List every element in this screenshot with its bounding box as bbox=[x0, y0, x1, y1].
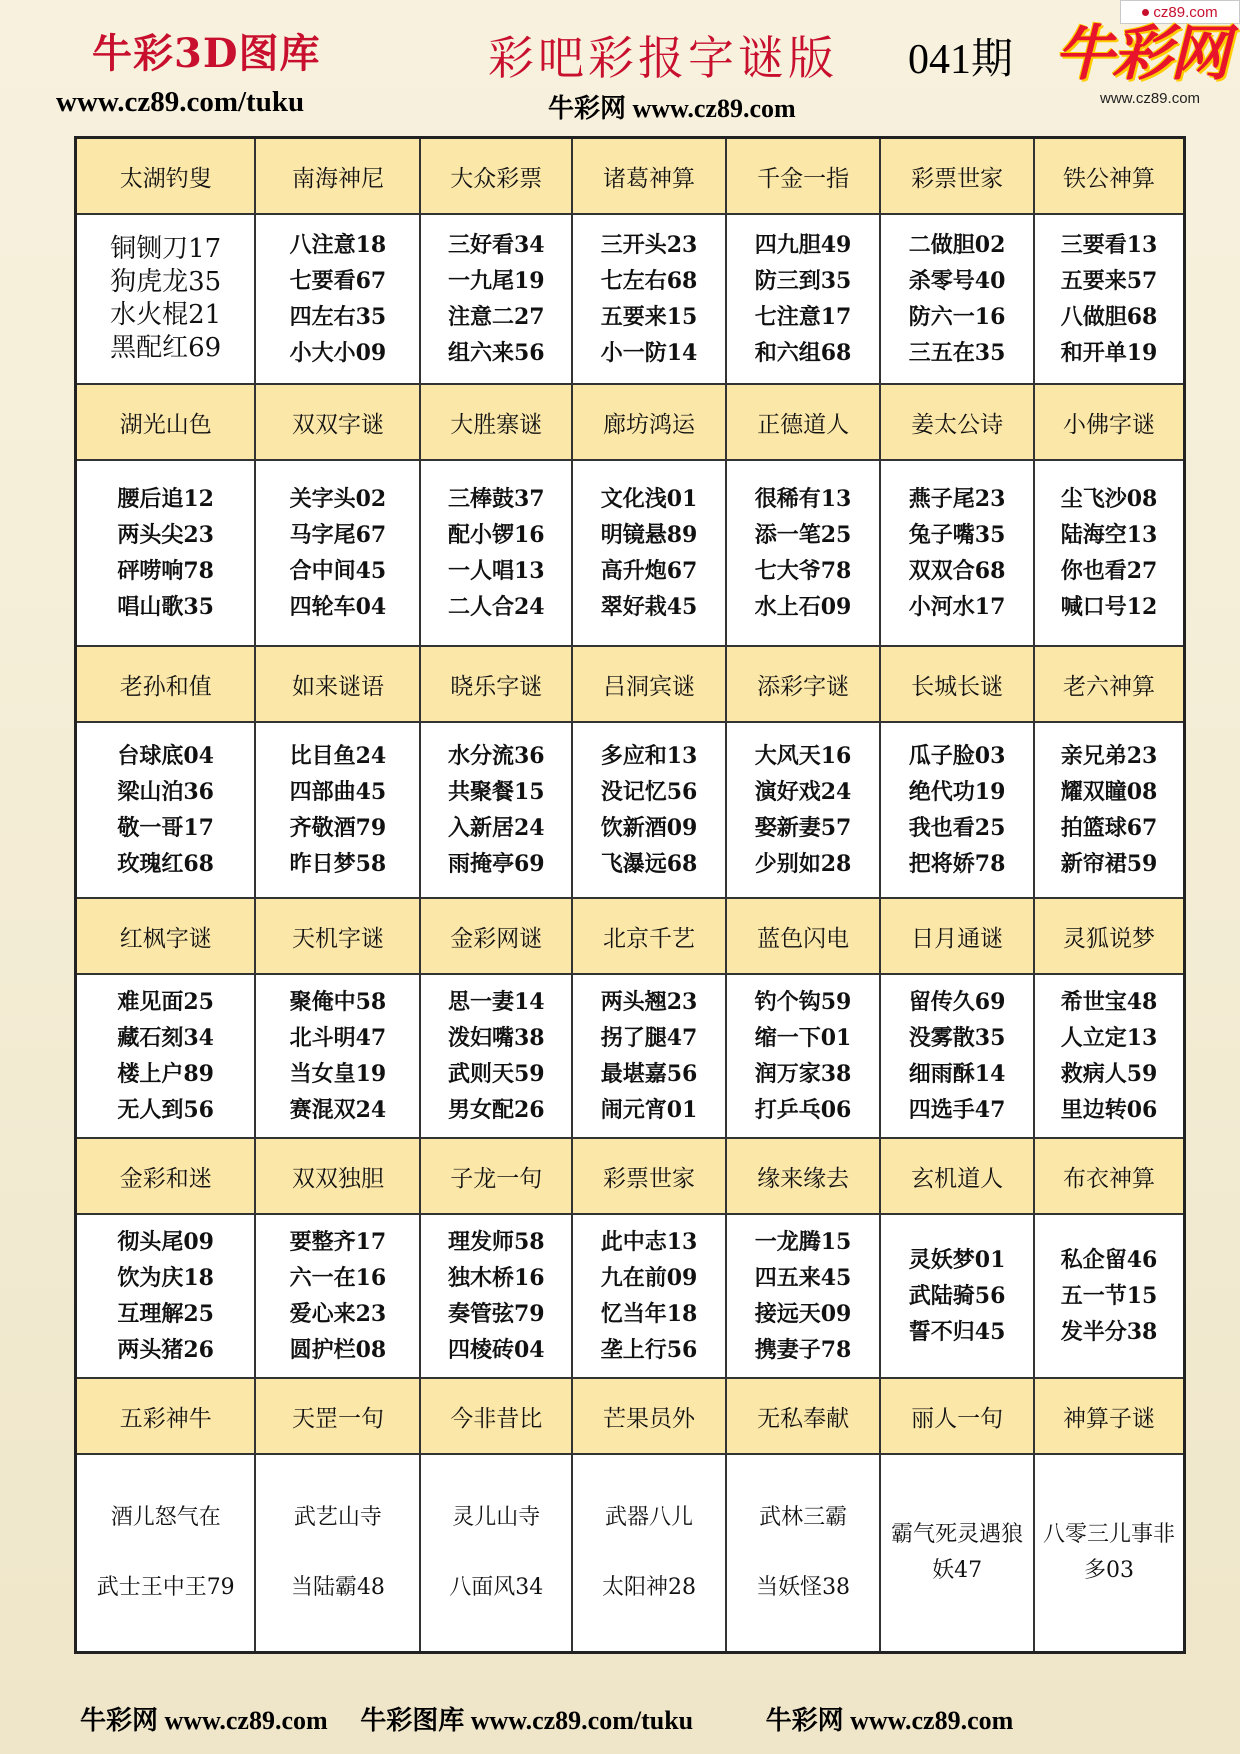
riddle-line: 黑配红69 bbox=[110, 333, 222, 363]
corner-tag-text: cz89.com bbox=[1153, 3, 1218, 21]
riddle-cell bbox=[572, 1214, 726, 1378]
source-name-cell: 双双字谜 bbox=[255, 384, 420, 460]
riddle-cell bbox=[880, 214, 1034, 384]
riddle-line: 泼妇嘴38 bbox=[447, 1025, 545, 1051]
riddle-line: 明镜悬89 bbox=[600, 522, 698, 548]
riddle-line: 瓜子脸03 bbox=[908, 743, 1006, 769]
riddle-line: 圆护栏08 bbox=[289, 1337, 387, 1363]
riddle-cell bbox=[1034, 460, 1184, 646]
source-name-cell: 子龙一句 bbox=[420, 1138, 572, 1214]
riddle-line: 玫瑰红68 bbox=[117, 851, 214, 877]
riddle-line: 武艺山寺 bbox=[293, 1504, 382, 1530]
riddle-line: 霸气死灵遇狼 bbox=[891, 1521, 1024, 1547]
riddle-line: 双双合68 bbox=[908, 558, 1006, 584]
riddle-line: 娶新妻57 bbox=[754, 815, 852, 841]
riddle-cell bbox=[255, 722, 420, 898]
riddle-line: 九在前09 bbox=[600, 1265, 698, 1291]
source-name-cell: 廊坊鸿运 bbox=[572, 384, 726, 460]
riddle-line: 演好戏24 bbox=[754, 779, 852, 805]
source-name-cell: 日月通谜 bbox=[880, 898, 1034, 974]
riddle-line: 配小锣16 bbox=[447, 522, 545, 548]
source-name-cell: 诸葛神算 bbox=[572, 138, 726, 215]
site-url[interactable]: 牛彩网 www.cz89.com bbox=[548, 94, 796, 123]
riddle-cell bbox=[726, 214, 880, 384]
riddle-cell bbox=[572, 974, 726, 1138]
riddle-cell bbox=[76, 722, 256, 898]
riddle-line: 入新居24 bbox=[447, 815, 545, 841]
riddle-cell bbox=[880, 1214, 1034, 1378]
riddle-cell bbox=[255, 1214, 420, 1378]
source-name-cell: 如来谜语 bbox=[255, 646, 420, 722]
riddle-line: 你也看27 bbox=[1060, 558, 1158, 584]
riddle-line: 小一防14 bbox=[600, 340, 698, 366]
riddle-line: 三好看34 bbox=[447, 232, 545, 258]
riddle-line: 高升炮67 bbox=[600, 558, 698, 584]
riddle-line: 三棒鼓37 bbox=[447, 486, 545, 512]
riddle-line: 钓个钩59 bbox=[754, 989, 852, 1015]
riddle-line: 多应和13 bbox=[600, 743, 698, 769]
riddle-line: 要整齐17 bbox=[289, 1229, 387, 1255]
source-name-cell: 正德道人 bbox=[726, 384, 880, 460]
source-name-cell: 长城长谜 bbox=[880, 646, 1034, 722]
source-name-cell: 布衣神算 bbox=[1034, 1138, 1184, 1214]
header-row bbox=[76, 384, 1185, 460]
site-logo bbox=[1048, 3, 1228, 107]
logo-url: www.cz89.com bbox=[1100, 90, 1201, 107]
riddle-line: 大风天16 bbox=[754, 743, 852, 769]
riddle-line: 妖47 bbox=[932, 1557, 983, 1583]
riddle-cell bbox=[726, 460, 880, 646]
source-name-cell: 金彩和迷 bbox=[76, 1138, 256, 1214]
riddle-row bbox=[76, 214, 1185, 384]
source-name-cell: 无私奉献 bbox=[726, 1378, 880, 1454]
riddle-row bbox=[76, 1214, 1185, 1378]
riddle-line: 携妻子78 bbox=[754, 1337, 852, 1363]
riddle-row bbox=[76, 974, 1185, 1138]
riddle-cell bbox=[420, 722, 572, 898]
riddle-line: 最堪嘉56 bbox=[600, 1061, 698, 1087]
riddle-cell bbox=[1034, 722, 1184, 898]
riddle-line: 润万家38 bbox=[754, 1061, 852, 1087]
riddle-line: 五要来15 bbox=[600, 304, 698, 330]
riddle-cell bbox=[726, 1454, 880, 1652]
source-name-cell: 缘来缘去 bbox=[726, 1138, 880, 1214]
riddle-line: 八零三儿事非 bbox=[1043, 1521, 1176, 1547]
riddle-cell bbox=[726, 722, 880, 898]
riddle-cell bbox=[572, 460, 726, 646]
riddle-cell bbox=[1034, 1454, 1184, 1652]
riddle-line: 爱心来23 bbox=[289, 1301, 387, 1327]
source-name-cell: 大众彩票 bbox=[420, 138, 572, 215]
riddle-line: 北斗明47 bbox=[289, 1025, 387, 1051]
source-name-cell: 蓝色闪电 bbox=[726, 898, 880, 974]
riddle-line: 拐了腿47 bbox=[600, 1025, 698, 1051]
riddle-line: 接远天09 bbox=[754, 1301, 852, 1327]
riddle-cell bbox=[420, 214, 572, 384]
riddle-cell bbox=[572, 722, 726, 898]
riddle-cell bbox=[76, 974, 256, 1138]
riddle-line: 二人合24 bbox=[447, 594, 545, 620]
riddle-line: 武林三霸 bbox=[759, 1504, 848, 1530]
riddle-line: 五要来57 bbox=[1060, 268, 1158, 294]
riddle-line: 拍篮球67 bbox=[1060, 815, 1158, 841]
riddle-line: 灵儿山寺 bbox=[452, 1504, 541, 1530]
riddle-line: 一龙腾15 bbox=[754, 1229, 852, 1255]
riddle-row bbox=[76, 460, 1185, 646]
riddle-line: 齐敬酒79 bbox=[289, 815, 387, 841]
riddle-line: 把将娇78 bbox=[908, 851, 1006, 877]
riddle-cell bbox=[420, 460, 572, 646]
riddle-line: 理发师58 bbox=[447, 1229, 545, 1255]
riddle-line: 翠好栽45 bbox=[600, 594, 698, 620]
riddle-cell bbox=[880, 460, 1034, 646]
riddle-cell bbox=[1034, 214, 1184, 384]
riddle-table-wrapper bbox=[74, 136, 1186, 1654]
riddle-line: 两头猪26 bbox=[117, 1337, 214, 1363]
footer bbox=[80, 1700, 1039, 1737]
riddle-line: 杀零号40 bbox=[908, 268, 1006, 294]
riddle-line: 里边转06 bbox=[1060, 1097, 1158, 1123]
riddle-line: 藏石刻34 bbox=[117, 1025, 214, 1051]
riddle-line: 亲兄弟23 bbox=[1060, 743, 1158, 769]
riddle-line: 马字尾67 bbox=[289, 522, 387, 548]
riddle-line: 彻头尾09 bbox=[117, 1229, 214, 1255]
riddle-line: 细雨酥14 bbox=[908, 1061, 1006, 1087]
riddle-line: 敬一哥17 bbox=[117, 815, 214, 841]
riddle-line: 防六一16 bbox=[908, 304, 1006, 330]
riddle-line: 太阳神28 bbox=[602, 1574, 697, 1600]
riddle-line: 五一节15 bbox=[1060, 1283, 1158, 1309]
source-name-cell: 五彩神牛 bbox=[76, 1378, 256, 1454]
riddle-cell bbox=[255, 214, 420, 384]
riddle-cell bbox=[255, 460, 420, 646]
riddle-cell bbox=[572, 1454, 726, 1652]
riddle-cell bbox=[880, 1454, 1034, 1652]
riddle-line: 三五在35 bbox=[908, 340, 1006, 366]
riddle-line: 少别如28 bbox=[754, 851, 852, 877]
riddle-line: 兔子嘴35 bbox=[908, 522, 1006, 548]
header-row bbox=[76, 138, 1185, 215]
source-name-cell: 金彩网谜 bbox=[420, 898, 572, 974]
riddle-line: 小大小09 bbox=[289, 340, 387, 366]
riddle-line: 留传久69 bbox=[908, 989, 1006, 1015]
source-name-cell: 千金一指 bbox=[726, 138, 880, 215]
riddle-line: 思一妻14 bbox=[447, 989, 545, 1015]
riddle-line: 狗虎龙35 bbox=[110, 267, 222, 297]
riddle-line: 武陆骑56 bbox=[908, 1283, 1006, 1309]
riddle-row bbox=[76, 1454, 1185, 1652]
riddle-line: 没记忆56 bbox=[600, 779, 698, 805]
riddle-line: 难见面25 bbox=[117, 989, 214, 1015]
riddle-line: 梁山泊36 bbox=[117, 779, 214, 805]
footer-link[interactable]: 牛彩网 www.cz89.com bbox=[765, 1706, 1014, 1735]
riddle-line: 注意二27 bbox=[447, 304, 545, 330]
riddle-line: 多03 bbox=[1084, 1557, 1135, 1583]
riddle-cell bbox=[76, 1214, 256, 1378]
source-name-cell: 姜太公诗 bbox=[880, 384, 1034, 460]
riddle-line: 和六组68 bbox=[754, 340, 852, 366]
source-name-cell: 晓乐字谜 bbox=[420, 646, 572, 722]
issue-number: 041期 bbox=[908, 37, 1014, 83]
source-name-cell: 大胜寨谜 bbox=[420, 384, 572, 460]
riddle-line: 发半分38 bbox=[1060, 1319, 1158, 1345]
riddle-line: 三开头23 bbox=[600, 232, 698, 258]
riddle-line: 酒儿怒气在 bbox=[110, 1504, 221, 1530]
riddle-line: 陆海空13 bbox=[1060, 522, 1158, 548]
riddle-cell bbox=[76, 1454, 256, 1652]
riddle-cell bbox=[726, 1214, 880, 1378]
source-name-cell: 神算子谜 bbox=[1034, 1378, 1184, 1454]
riddle-line: 武士王中王79 bbox=[96, 1574, 235, 1600]
riddle-line: 两头翘23 bbox=[600, 989, 698, 1015]
riddle-line: 没雾散35 bbox=[908, 1025, 1006, 1051]
source-name-cell: 太湖钓叟 bbox=[76, 138, 256, 215]
riddle-line: 水上石09 bbox=[754, 594, 852, 620]
riddle-line: 合中间45 bbox=[289, 558, 387, 584]
source-name-cell: 添彩字谜 bbox=[726, 646, 880, 722]
riddle-line: 武则天59 bbox=[447, 1061, 545, 1087]
brand-url[interactable]: www.cz89.com/tuku bbox=[56, 86, 305, 118]
riddle-line: 四选手47 bbox=[908, 1097, 1006, 1123]
riddle-cell bbox=[76, 460, 256, 646]
riddle-line: 六一在16 bbox=[289, 1265, 387, 1291]
riddle-line: 砰唠响78 bbox=[117, 558, 214, 584]
riddle-line: 水分流36 bbox=[447, 743, 545, 769]
riddle-cell bbox=[255, 1454, 420, 1652]
riddle-line: 和开单19 bbox=[1060, 340, 1158, 366]
riddle-line: 武器八儿 bbox=[605, 1504, 694, 1530]
riddle-line: 八做胆68 bbox=[1060, 304, 1158, 330]
riddle-line: 新帘裙59 bbox=[1060, 851, 1158, 877]
riddle-line: 当女皇19 bbox=[289, 1061, 387, 1087]
riddle-line: 闹元宵01 bbox=[600, 1097, 698, 1123]
source-name-cell: 天罡一句 bbox=[255, 1378, 420, 1454]
riddle-line: 水火棍21 bbox=[110, 300, 222, 330]
riddle-line: 救病人59 bbox=[1060, 1061, 1158, 1087]
riddle-line: 此中志13 bbox=[600, 1229, 698, 1255]
riddle-line: 七左右68 bbox=[600, 268, 698, 294]
source-name-cell: 今非昔比 bbox=[420, 1378, 572, 1454]
riddle-cell bbox=[420, 974, 572, 1138]
riddle-cell bbox=[420, 1214, 572, 1378]
riddle-line: 人立定13 bbox=[1060, 1025, 1158, 1051]
riddle-cell bbox=[1034, 974, 1184, 1138]
source-name-cell: 芒果员外 bbox=[572, 1378, 726, 1454]
riddle-line: 独木桥16 bbox=[447, 1265, 545, 1291]
source-name-cell: 铁公神算 bbox=[1034, 138, 1184, 215]
riddle-line: 互理解25 bbox=[117, 1301, 214, 1327]
riddle-cell bbox=[255, 974, 420, 1138]
riddle-line: 四九胆49 bbox=[754, 232, 852, 258]
riddle-line: 唱山歌35 bbox=[117, 594, 214, 620]
riddle-line: 七注意17 bbox=[754, 304, 852, 330]
riddle-line: 七大爷78 bbox=[754, 558, 852, 584]
riddle-line: 三要看13 bbox=[1060, 232, 1158, 258]
riddle-line: 四轮车04 bbox=[289, 594, 387, 620]
riddle-line: 昨日梦58 bbox=[289, 851, 387, 877]
source-name-cell: 湖光山色 bbox=[76, 384, 256, 460]
riddle-line: 奏管弦79 bbox=[447, 1301, 545, 1327]
source-name-cell: 丽人一句 bbox=[880, 1378, 1034, 1454]
header-row bbox=[76, 898, 1185, 974]
source-name-cell: 小佛字谜 bbox=[1034, 384, 1184, 460]
riddle-line: 希世宝48 bbox=[1060, 989, 1158, 1015]
riddle-line: 添一笔25 bbox=[754, 522, 852, 548]
riddle-line: 雨掩亭69 bbox=[447, 851, 545, 877]
riddle-line: 飞瀑远68 bbox=[600, 851, 698, 877]
riddle-line: 我也看25 bbox=[908, 815, 1006, 841]
riddle-line: 七要看67 bbox=[289, 268, 387, 294]
source-name-cell: 老六神算 bbox=[1034, 646, 1184, 722]
riddle-cell bbox=[1034, 1214, 1184, 1378]
riddle-line: 私企留46 bbox=[1060, 1247, 1158, 1273]
riddle-line: 燕子尾23 bbox=[908, 486, 1006, 512]
riddle-line: 很稀有13 bbox=[754, 486, 852, 512]
riddle-line: 四左右35 bbox=[289, 304, 387, 330]
riddle-line: 当陆霸48 bbox=[290, 1574, 385, 1600]
riddle-line: 共聚餐15 bbox=[447, 779, 545, 805]
source-name-cell: 灵狐说梦 bbox=[1034, 898, 1184, 974]
riddle-line: 垄上行56 bbox=[600, 1337, 698, 1363]
riddle-table-body bbox=[76, 138, 1185, 1653]
header-row bbox=[76, 646, 1185, 722]
riddle-line: 赛混双24 bbox=[289, 1097, 387, 1123]
riddle-cell bbox=[420, 1454, 572, 1652]
riddle-line: 饮新酒09 bbox=[600, 815, 698, 841]
riddle-line: 关字头02 bbox=[289, 486, 387, 512]
riddle-line: 誓不归45 bbox=[908, 1319, 1006, 1345]
source-name-cell: 老孙和值 bbox=[76, 646, 256, 722]
riddle-line: 无人到56 bbox=[117, 1097, 214, 1123]
riddle-line: 文化浅01 bbox=[600, 486, 698, 512]
riddle-row bbox=[76, 722, 1185, 898]
source-name-cell: 彩票世家 bbox=[880, 138, 1034, 215]
riddle-line: 尘飞沙08 bbox=[1060, 486, 1158, 512]
riddle-line: 两头尖23 bbox=[117, 522, 214, 548]
riddle-line: 八面风34 bbox=[449, 1574, 544, 1600]
riddle-line: 楼上户89 bbox=[117, 1061, 214, 1087]
riddle-line: 忆当年18 bbox=[600, 1301, 698, 1327]
riddle-line: 比目鱼24 bbox=[289, 743, 387, 769]
riddle-cell bbox=[76, 214, 256, 384]
riddle-line: 四棱砖04 bbox=[447, 1337, 545, 1363]
source-name-cell: 北京千艺 bbox=[572, 898, 726, 974]
riddle-line: 缩一下01 bbox=[754, 1025, 852, 1051]
riddle-line: 四五来45 bbox=[754, 1265, 852, 1291]
riddle-line: 聚俺中58 bbox=[289, 989, 387, 1015]
source-name-cell: 天机字谜 bbox=[255, 898, 420, 974]
footer-link[interactable]: 牛彩图库 www.cz89.com/tuku bbox=[360, 1706, 694, 1735]
source-name-cell: 南海神尼 bbox=[255, 138, 420, 215]
riddle-line: 台球底04 bbox=[117, 743, 214, 769]
source-name-cell: 双双独胆 bbox=[255, 1138, 420, 1214]
riddle-cell bbox=[880, 974, 1034, 1138]
source-name-cell: 玄机道人 bbox=[880, 1138, 1034, 1214]
riddle-line: 组六来56 bbox=[447, 340, 545, 366]
source-name-cell: 红枫字谜 bbox=[76, 898, 256, 974]
page-title: 彩吧彩报字谜版 bbox=[488, 31, 838, 85]
source-name-cell: 彩票世家 bbox=[572, 1138, 726, 1214]
riddle-line: 当妖怪38 bbox=[756, 1574, 851, 1600]
riddle-cell bbox=[880, 722, 1034, 898]
source-name-cell: 吕洞宾谜 bbox=[572, 646, 726, 722]
riddle-line: 绝代功19 bbox=[908, 779, 1006, 805]
header-row bbox=[76, 1138, 1185, 1214]
riddle-line: 小河水17 bbox=[908, 594, 1006, 620]
riddle-line: 四部曲45 bbox=[289, 779, 387, 805]
riddle-line: 铜铡刀17 bbox=[110, 234, 222, 264]
footer-link[interactable]: 牛彩网 www.cz89.com bbox=[80, 1706, 328, 1735]
riddle-line: 防三到35 bbox=[754, 268, 852, 294]
riddle-line: 灵妖梦01 bbox=[908, 1247, 1006, 1273]
riddle-line: 饮为庆18 bbox=[117, 1265, 214, 1291]
riddle-line: 二做胆02 bbox=[908, 232, 1006, 258]
brand-title: 牛彩3D图库 bbox=[92, 30, 321, 77]
logo-text: 牛彩网 bbox=[1054, 19, 1228, 89]
riddle-line: 男女配26 bbox=[447, 1097, 545, 1123]
riddle-line: 耀双瞳08 bbox=[1060, 779, 1158, 805]
riddle-table bbox=[74, 136, 1186, 1654]
riddle-line: 腰后追12 bbox=[117, 486, 214, 512]
riddle-cell bbox=[726, 974, 880, 1138]
riddle-line: 八注意18 bbox=[289, 232, 387, 258]
riddle-line: 喊口号12 bbox=[1060, 594, 1158, 620]
header-row bbox=[76, 1378, 1185, 1454]
riddle-line: 一人唱13 bbox=[447, 558, 545, 584]
riddle-cell bbox=[572, 214, 726, 384]
riddle-line: 打乒乓06 bbox=[754, 1097, 852, 1123]
riddle-line: 一九尾19 bbox=[447, 268, 545, 294]
